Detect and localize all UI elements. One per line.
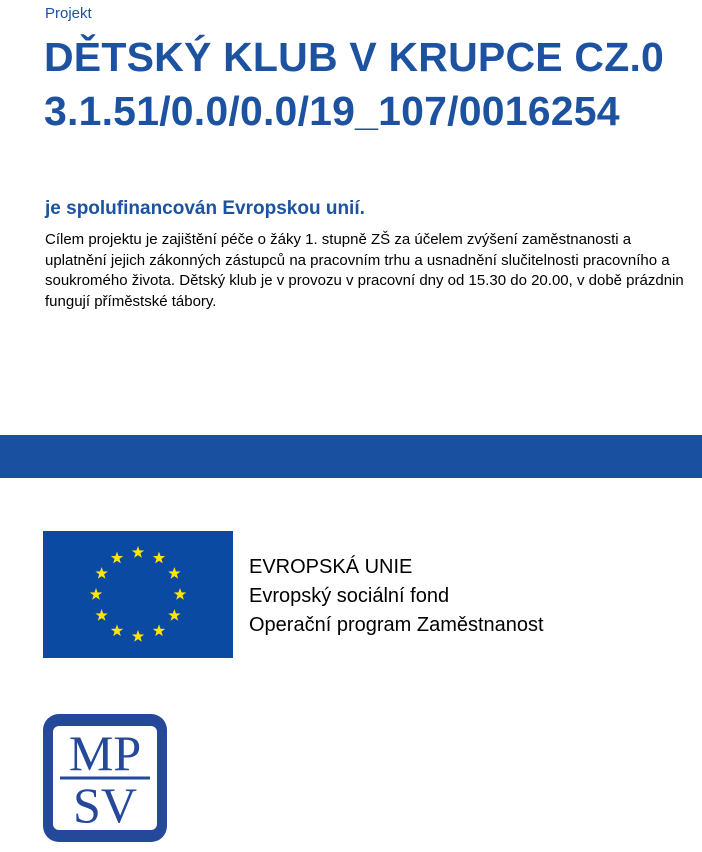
eu-text-block	[249, 553, 544, 640]
project-subtitle: je spolufinancován Evropskou unií.	[45, 198, 365, 219]
eu-line-1: EVROPSKÁ UNIE	[249, 556, 413, 578]
mpsv-logo	[43, 714, 167, 842]
eu-line-2: Evropský sociální fond	[249, 585, 450, 607]
project-description: Cílem projektu je zajištění péče o žáky 1. stupně ZŠ za účelem zvýšení zaměstnanosti a uplatnění jejich zákonných zástupců na pracovním trhu a usnadnění slučitelnosti pracovního a soukromého života. Dětský klub je v provozu v pracovní dny od 15.30 do 20.00, v době prázdnin fungují příměstské tábory.	[45, 231, 684, 310]
mpsv-logo-text-top: MP	[68, 725, 142, 781]
blue-band	[0, 435, 702, 478]
project-title: DĚTSKÝ KLUB V KRUPCE CZ.03.1.51/0.0/0.0/19_107/0016254	[44, 34, 665, 134]
mpsv-logo-text-bottom: SV	[73, 777, 137, 833]
eu-line-3: Operační program Zaměstnanost	[249, 614, 544, 636]
project-label: Projekt	[45, 5, 92, 22]
eu-flag-icon	[43, 531, 233, 658]
